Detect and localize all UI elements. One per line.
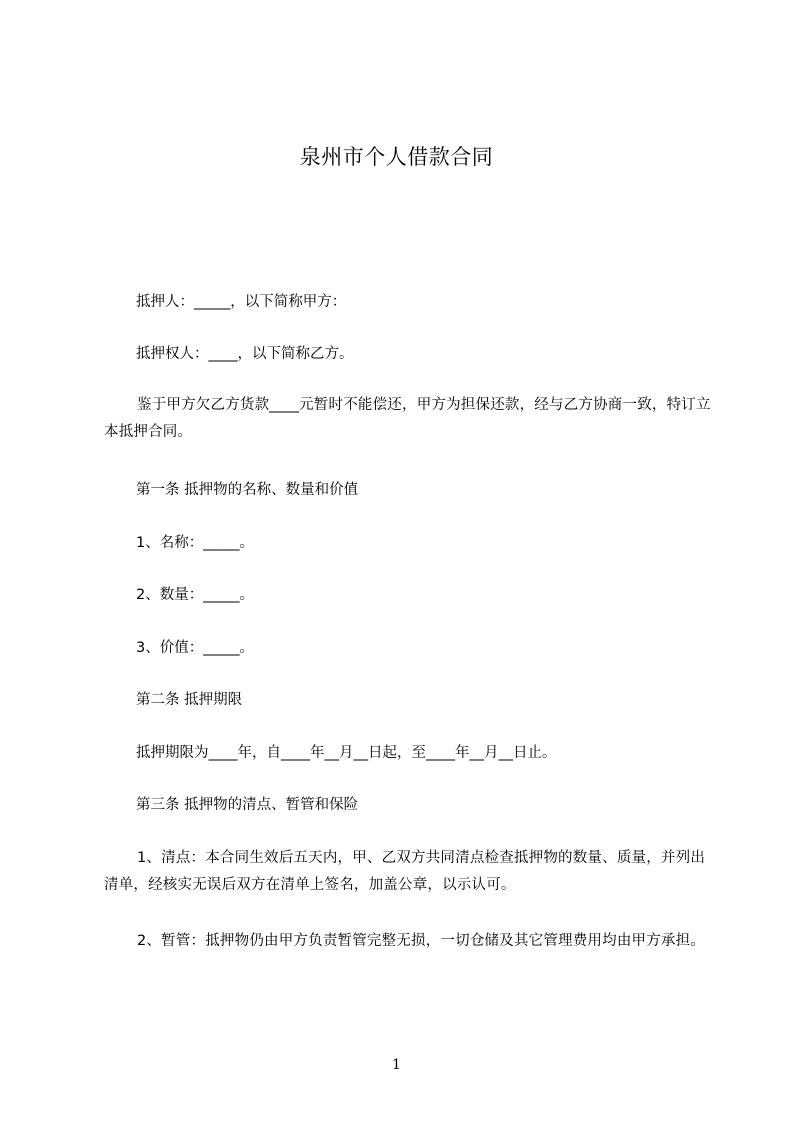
clause-term: 抵押期限为____年，自____年__月__日起，至____年__月__日止。 (136, 745, 557, 761)
clause-mortgagor: 抵押人：_____，以下简称甲方： (136, 294, 347, 310)
document-title: 泉州市个人借款合同 (299, 145, 494, 169)
clause-mortgagee: 抵押权人：____，以下简称乙方。 (136, 346, 354, 362)
page-number: 1 (392, 1057, 401, 1073)
article-2-heading: 第二条 抵押期限 (136, 692, 243, 708)
article-1-heading: 第一条 抵押物的名称、数量和价值 (136, 482, 359, 498)
item-name: 1、名称：_____。 (136, 535, 254, 551)
item-value: 3、价值：_____。 (136, 640, 254, 656)
item-quantity: 2、数量：_____。 (136, 587, 254, 603)
clause-preamble: 鉴于甲方欠乙方货款____元暂时不能偿还，甲方为担保还款，经与乙方协商一致，特订立本抵押合同。 (104, 397, 711, 440)
article-3-heading: 第三条 抵押物的清点、暂管和保险 (136, 797, 359, 813)
clause-custody: 2、暂管：抵押物仍由甲方负责暂管完整无损，一切仓储及其它管理费用均由甲方承担。 (137, 933, 706, 949)
clause-inventory: 1、清点：本合同生效后五天内，甲、乙双方共同清点检查抵押物的数量、质量，并列出清单，经核实无误后双方在清单上签名，加盖公章，以示认可。 (104, 850, 706, 893)
